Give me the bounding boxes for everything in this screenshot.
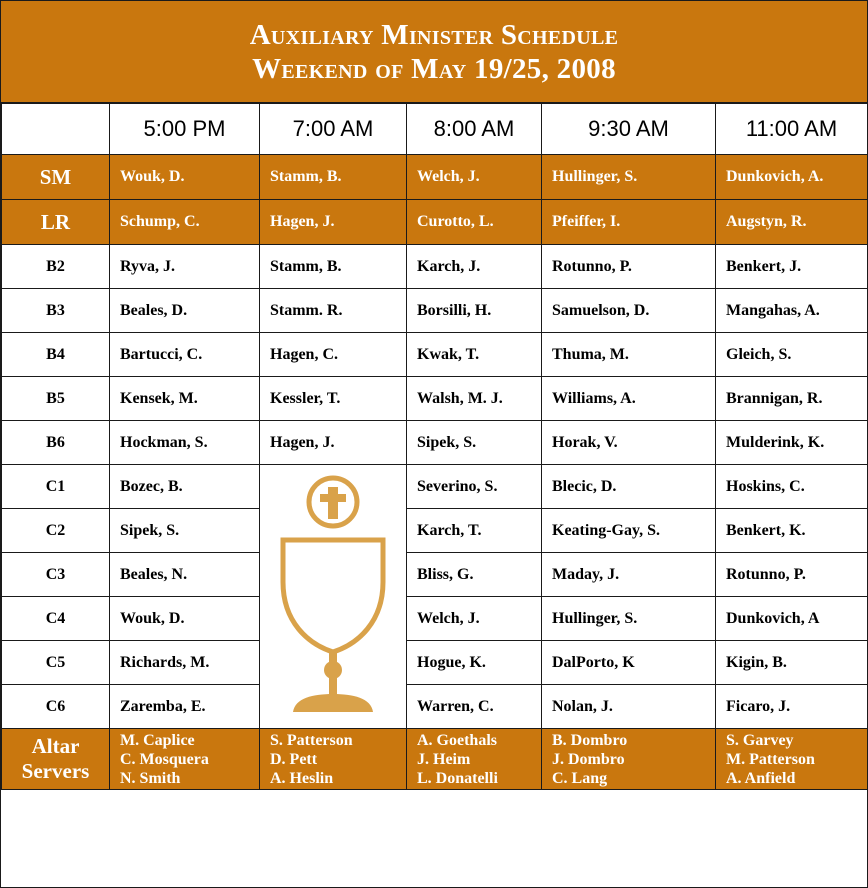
minister-name: Ficaro, J. [716, 685, 868, 729]
minister-name: Rotunno, P. [716, 553, 868, 597]
schedule-row [2, 553, 868, 597]
position-label: C5 [2, 641, 110, 685]
chalice-icon [273, 472, 393, 722]
altar-server-cell [407, 729, 542, 790]
schedule-row [2, 685, 868, 729]
position-label: B3 [2, 289, 110, 333]
minister-name: Stamm. R. [260, 289, 407, 333]
minister-name: Blecic, D. [542, 465, 716, 509]
minister-name: Hullinger, S. [542, 155, 716, 200]
altar-servers-row [2, 729, 868, 790]
position-label: B5 [2, 377, 110, 421]
altar-server-name: J. Heim [417, 750, 471, 768]
altar-servers-label [2, 729, 110, 790]
minister-name: Kwak, T. [407, 333, 542, 377]
minister-name: Kigin, B. [716, 641, 868, 685]
chalice-cell [260, 465, 407, 729]
minister-name: Wouk, D. [110, 155, 260, 200]
altar-server-name: S. Garvey [726, 731, 794, 749]
minister-name: Kensek, M. [110, 377, 260, 421]
schedule-row [2, 377, 868, 421]
schedule-row [2, 155, 868, 200]
minister-name: Wouk, D. [110, 597, 260, 641]
minister-name: Walsh, M. J. [407, 377, 542, 421]
minister-name: Schump, C. [110, 200, 260, 245]
minister-name: Severino, S. [407, 465, 542, 509]
minister-name: Borsilli, H. [407, 289, 542, 333]
minister-name: Bliss, G. [407, 553, 542, 597]
minister-name: Dunkovich, A [716, 597, 868, 641]
minister-name: Hagen, J. [260, 421, 407, 465]
minister-name: Thuma, M. [542, 333, 716, 377]
minister-name: Hagen, J. [260, 200, 407, 245]
schedule-row [2, 509, 868, 553]
minister-name: Hullinger, S. [542, 597, 716, 641]
position-label: C3 [2, 553, 110, 597]
minister-name: Bartucci, C. [110, 333, 260, 377]
altar-server-name: A. Heslin [270, 769, 334, 787]
schedule-row [2, 597, 868, 641]
altar-server-name: M. Caplice [120, 731, 195, 749]
altar-server-cell [716, 729, 868, 790]
minister-name: Horak, V. [542, 421, 716, 465]
title-banner [1, 1, 867, 103]
minister-name: Beales, D. [110, 289, 260, 333]
altar-server-name: D. Pett [270, 750, 318, 768]
minister-name: DalPorto, K [542, 641, 716, 685]
minister-name: Benkert, K. [716, 509, 868, 553]
minister-name: Rotunno, P. [542, 245, 716, 289]
minister-name: Hagen, C. [260, 333, 407, 377]
schedule-row [2, 200, 868, 245]
schedule-row [2, 333, 868, 377]
time-header: 7:00 AM [260, 104, 407, 155]
minister-name: Karch, T. [407, 509, 542, 553]
minister-name: Kessler, T. [260, 377, 407, 421]
altar-server-name: N. Smith [120, 769, 181, 787]
position-label: B2 [2, 245, 110, 289]
altar-server-name: S. Patterson [270, 731, 353, 749]
minister-name: Stamm, B. [260, 155, 407, 200]
position-label: LR [2, 200, 110, 245]
schedule-table [1, 103, 868, 790]
schedule-row [2, 641, 868, 685]
minister-name: Brannigan, R. [716, 377, 868, 421]
minister-name: Ryva, J. [110, 245, 260, 289]
time-header: 11:00 AM [716, 104, 868, 155]
altar-server-name: B. Dombro [552, 731, 628, 749]
position-label: C2 [2, 509, 110, 553]
altar-server-name: A. Goethals [417, 731, 497, 749]
altar-server-name: J. Dombro [552, 750, 625, 768]
position-label: B6 [2, 421, 110, 465]
minister-name: Augstyn, R. [716, 200, 868, 245]
minister-name: Benkert, J. [716, 245, 868, 289]
altar-server-cell [260, 729, 407, 790]
minister-name: Warren, C. [407, 685, 542, 729]
altar-servers-label-line: Servers [21, 759, 90, 783]
minister-name: Samuelson, D. [542, 289, 716, 333]
minister-name: Maday, J. [542, 553, 716, 597]
minister-name: Zaremba, E. [110, 685, 260, 729]
altar-server-cell [110, 729, 260, 790]
minister-name: Gleich, S. [716, 333, 868, 377]
minister-name: Keating-Gay, S. [542, 509, 716, 553]
minister-name: Beales, N. [110, 553, 260, 597]
minister-name: Hoskins, C. [716, 465, 868, 509]
position-label: B4 [2, 333, 110, 377]
minister-name: Welch, J. [407, 597, 542, 641]
minister-name: Curotto, L. [407, 200, 542, 245]
minister-name: Sipek, S. [110, 509, 260, 553]
altar-server-name: A. Anfield [726, 769, 796, 787]
minister-name: Pfeiffer, I. [542, 200, 716, 245]
altar-server-name: L. Donatelli [417, 769, 498, 787]
position-label: C1 [2, 465, 110, 509]
minister-name: Williams, A. [542, 377, 716, 421]
altar-server-name: C. Lang [552, 769, 608, 787]
position-label: SM [2, 155, 110, 200]
altar-server-cell [542, 729, 716, 790]
altar-server-name: M. Patterson [726, 750, 815, 768]
time-header: 9:30 AM [542, 104, 716, 155]
title-line-2: Weekend of May 19/25, 2008 [252, 52, 616, 85]
minister-name: Dunkovich, A. [716, 155, 868, 200]
minister-name: Welch, J. [407, 155, 542, 200]
time-header: 8:00 AM [407, 104, 542, 155]
time-header: 5:00 PM [110, 104, 260, 155]
minister-name: Sipek, S. [407, 421, 542, 465]
minister-name: Hogue, K. [407, 641, 542, 685]
title-line-1: Auxiliary Minister Schedule [249, 18, 619, 51]
minister-name: Karch, J. [407, 245, 542, 289]
minister-name: Bozec, B. [110, 465, 260, 509]
schedule-row [2, 245, 868, 289]
header-row [2, 104, 868, 155]
schedule-row [2, 465, 868, 509]
schedule-row [2, 421, 868, 465]
minister-name: Hockman, S. [110, 421, 260, 465]
header-corner [2, 104, 110, 155]
altar-servers-label-line: Altar [31, 734, 80, 758]
position-label: C6 [2, 685, 110, 729]
position-label: C4 [2, 597, 110, 641]
minister-name: Richards, M. [110, 641, 260, 685]
minister-name: Mangahas, A. [716, 289, 868, 333]
minister-name: Stamm, B. [260, 245, 407, 289]
minister-name: Nolan, J. [542, 685, 716, 729]
altar-server-name: C. Mosquera [120, 750, 209, 768]
schedule-row [2, 289, 868, 333]
minister-name: Mulderink, K. [716, 421, 868, 465]
